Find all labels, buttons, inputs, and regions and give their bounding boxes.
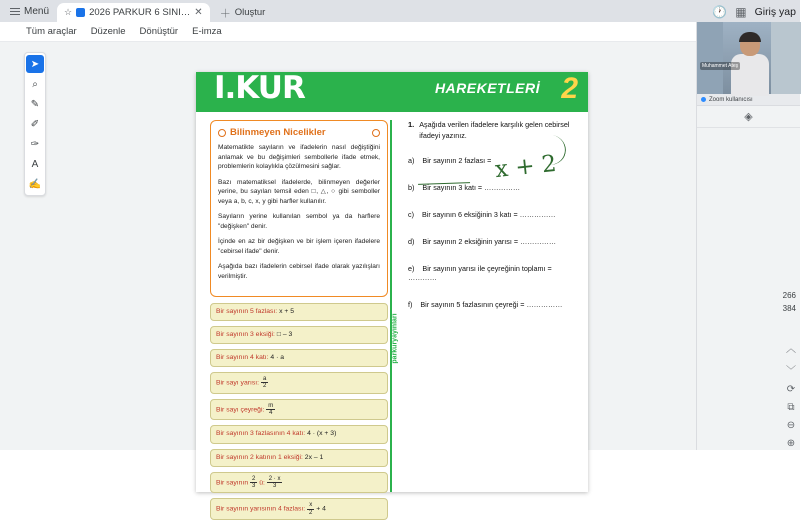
toolbar-item-esign[interactable]: E-imza (192, 26, 222, 37)
star-icon[interactable]: ☆ (64, 7, 73, 17)
example-value: 4 · a (270, 353, 285, 361)
question-item-c (408, 210, 578, 219)
example-value: x + 5 (279, 307, 295, 315)
list-item (210, 399, 388, 421)
info-box (210, 120, 388, 297)
fraction (307, 502, 314, 516)
pages-icon[interactable]: ⧉ (787, 402, 795, 413)
list-item (210, 349, 388, 367)
fraction (266, 403, 275, 417)
fraction-denominator: 2 (262, 383, 267, 390)
question-prompt: Aşağıda verilen ifadelere karşılık gelen cebirsel ifadeyi yazınız. (419, 120, 570, 140)
list-item (210, 425, 388, 443)
info-paragraph-1: Matematikte sayıların ve ifadelerin nasıl değiştiğini anlamak ve bu değişimleri sembollerle ifade etmek, problemlerin kolaylıkla çözülmesini sağlar. (218, 144, 380, 171)
fraction-denominator: 3 (272, 482, 277, 489)
text-tool-icon[interactable]: A (31, 158, 39, 170)
zoom-status-label: Zoom kullanıcısı (709, 96, 753, 103)
left-column (210, 120, 388, 525)
highlight-tool-icon[interactable]: ✐ (30, 118, 40, 130)
info-box-title-row (218, 127, 380, 138)
question-item-e (408, 264, 578, 282)
fraction (267, 476, 283, 490)
pen-tool-icon[interactable]: ✎ (30, 98, 40, 110)
zoom-in-icon[interactable]: ⊕ (786, 438, 796, 449)
document-workspace (0, 42, 800, 516)
question-item-key: f) (408, 299, 413, 309)
fraction (250, 476, 257, 490)
circle-bullet-icon (218, 129, 226, 137)
example-label: Bir sayının 2 katının 1 eksiği: (216, 453, 303, 461)
question-item-key: b) (408, 182, 415, 192)
fraction-denominator: 2 (309, 509, 313, 516)
example-tail: + 4 (316, 505, 326, 513)
question-item-text: Bir sayının 3 katı = …………… (422, 182, 521, 192)
video-participant-name: Muhammet Ateş (702, 63, 739, 69)
browser-menu-label: Menü (24, 6, 50, 17)
question-item-text: Bir sayının 6 eksiğinin 3 katı = …………… (422, 209, 556, 219)
example-list (210, 303, 388, 520)
info-paragraph-2: Bazı matematiksel ifadelerde, bilinmeyen değerler yerine, bu sayıları temsil eden □, △, ○ gibi semboller veya a, b, c, x, y gibi harfler kullanılır. (218, 178, 380, 205)
select-tool-icon[interactable]: ➤ (26, 55, 44, 73)
fraction-denominator: 3 (252, 482, 256, 489)
question-item-key: c) (408, 209, 414, 219)
page-unit-number: 2 (561, 72, 578, 105)
page-side-strip (386, 120, 399, 492)
question-item-key: d) (408, 236, 415, 246)
question-item-text: Bir sayının 2 fazlası = (422, 155, 492, 165)
right-panel (696, 22, 800, 450)
info-paragraph-5: Aşağıda bazı ifadelerin cebirsel ifade olarak yazılışları verilmiştir. (218, 263, 380, 281)
panel-layers-button[interactable] (697, 106, 800, 128)
question-item-text: Bir sayının 2 eksiğinin yarısı = …………… (422, 236, 557, 246)
example-label: Bir sayının (216, 479, 249, 487)
pdf-favicon-icon (76, 8, 85, 17)
page-total: 384 (782, 303, 796, 313)
fraction-numerator: x (307, 502, 314, 509)
fraction-denominator: 4 (269, 410, 273, 417)
signature-tool-icon[interactable]: ✍ (28, 178, 42, 190)
question-item-f (408, 300, 578, 309)
list-item (210, 372, 388, 394)
plus-icon: ＋ (219, 7, 231, 20)
video-person-body (731, 54, 769, 96)
question-item-d (408, 237, 578, 246)
toolbar-item-all-tools[interactable]: Tüm araçlar (26, 26, 77, 37)
browser-tab-title: 2026 PARKUR 6 SINI… (89, 7, 191, 18)
app-toolbar (0, 22, 800, 42)
fraction-numerator: 2 (252, 475, 256, 482)
list-item (210, 326, 388, 344)
browser-tab-active[interactable] (57, 3, 210, 22)
list-item (210, 472, 388, 494)
example-label: Bir sayı çeyreği: (216, 406, 265, 414)
video-person-hair (739, 32, 761, 42)
question-number: 1. (408, 120, 415, 129)
info-box-title: Bilinmeyen Nicelikler (230, 127, 326, 138)
page-nav-tools (786, 340, 796, 449)
page-indicator (783, 290, 796, 316)
page-current: 266 (782, 291, 796, 300)
publisher-watermark: parkuryayinlari (391, 313, 399, 364)
comment-tool-icon[interactable]: ✑ (30, 138, 40, 150)
browser-top-right (712, 5, 796, 22)
zoom-icon (701, 97, 706, 102)
list-item (210, 498, 388, 520)
example-label: Bir sayının yarısının 4 fazlası: (216, 505, 306, 513)
question-item-key: a) (408, 155, 415, 165)
circle-bullet-right-icon (372, 129, 380, 137)
chevron-up-icon[interactable]: ︿ (786, 344, 796, 355)
fraction (261, 376, 268, 390)
handwritten-answer: x + 2 (493, 150, 558, 184)
tool-rail (24, 52, 46, 196)
question-item-text: Bir sayının yarısı ile çeyreğinin toplamı = ………… (408, 263, 552, 282)
fraction-numerator: m (268, 402, 274, 409)
info-paragraph-3: Sayıların yerine kullanılan sembol ya da harflere "değişken" denir. (218, 213, 380, 230)
example-mid: ü: (259, 479, 265, 487)
fraction-numerator: 2 · x (268, 475, 281, 482)
question-item-text: Bir sayının 5 fazlasının çeyreği = …………… (420, 299, 563, 309)
video-wall-right (771, 22, 801, 94)
page-logo: I.KUR (214, 70, 305, 106)
page-unit-title: HAREKETLERİ (434, 80, 540, 96)
fraction-numerator: a (262, 376, 267, 383)
toolbar-item-convert[interactable]: Dönüştür (139, 26, 179, 37)
toolbar-item-edit[interactable]: Düzenle (90, 26, 126, 37)
zoom-tool-icon[interactable]: ⌕ (32, 78, 38, 90)
page-header-band (196, 72, 588, 112)
info-paragraph-4: İçinde en az bir değişken ve bir işlem içeren ifadelere "cebirsel ifade" denir. (218, 238, 380, 255)
layers-icon: ◈ (744, 111, 753, 123)
example-label: Bir sayının 3 fazlasının 4 katı: (216, 430, 306, 438)
signin-button[interactable]: Giriş yap (754, 6, 796, 18)
example-value: 2x – 1 (304, 453, 324, 461)
rotate-icon[interactable]: ⟳ (786, 384, 796, 395)
webcam-video[interactable] (697, 22, 801, 94)
chevron-down-icon[interactable]: ﹀ (786, 366, 796, 377)
example-value: 4 · (x + 3) (307, 430, 337, 438)
list-item (210, 303, 388, 321)
browser-tab-create[interactable] (212, 3, 274, 22)
grid-apps-icon[interactable]: ▦ (735, 5, 747, 19)
browser-tab-strip (0, 0, 800, 22)
list-item (210, 449, 388, 467)
hamburger-icon (10, 6, 20, 17)
example-label: Bir sayının 3 eksiği: (216, 330, 275, 338)
divider (390, 120, 392, 492)
question-item-key: e) (408, 263, 415, 273)
close-icon[interactable]: ✕ (194, 7, 203, 18)
clock-icon[interactable]: 🕐 (712, 5, 728, 19)
video-wall-left (697, 22, 723, 94)
example-value: □ – 3 (276, 330, 293, 338)
example-label: Bir sayının 4 katı: (216, 353, 269, 361)
example-label: Bir sayı yarısı: (216, 379, 260, 387)
browser-tab-create-label: Oluştur (234, 7, 266, 18)
pdf-page[interactable] (196, 70, 588, 516)
zoom-out-icon[interactable]: ⊖ (786, 420, 796, 431)
example-label: Bir sayının 5 fazlası: (216, 307, 278, 315)
browser-menu-button[interactable] (4, 3, 55, 20)
